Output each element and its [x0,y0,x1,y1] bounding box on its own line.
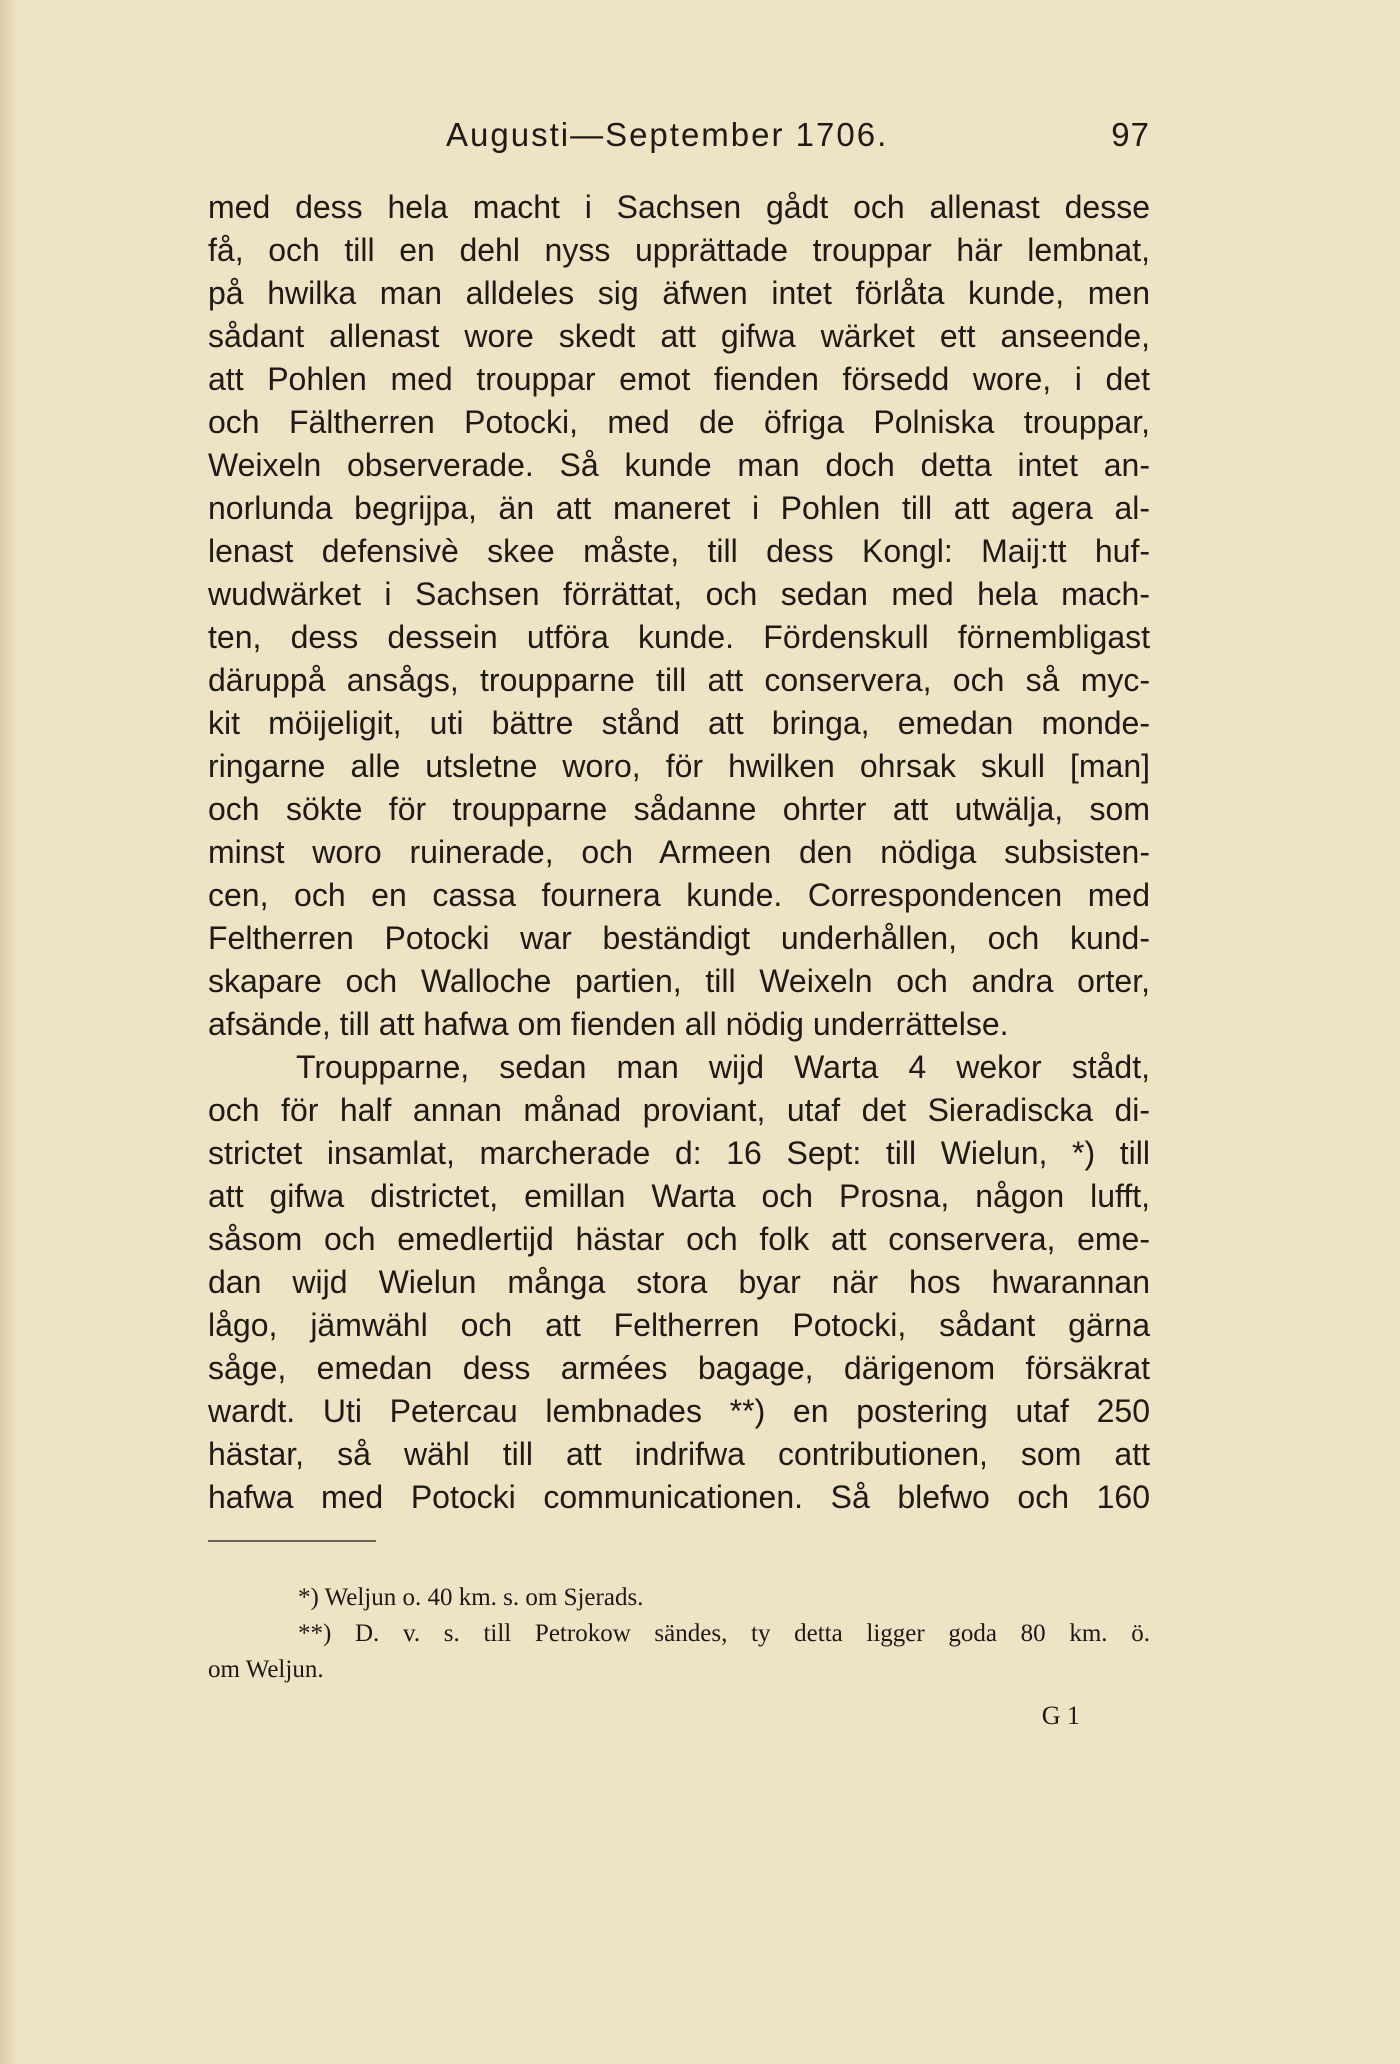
page-edge-shadow [0,0,16,2064]
footnote-2: **) D. v. s. till Petrokow sändes, ty detta ligger goda 80 km. ö. [298,1620,1150,1647]
text-line: att gifwa districtet, emillan Warta och Prosna, någon lufft, [208,1178,1150,1214]
text-line: däruppå ansågs, troupparne till att conservera, och så myc- [208,662,1150,698]
text-line: lenast defensivè skee måste, till dess Kongl: Maij:tt huf- [208,533,1150,569]
text-line: få, och till en dehl nyss upprättade trouppar här lembnat, [208,232,1150,268]
text-line: cen, och en cassa fournera kunde. Correspondencen med [208,877,1150,913]
text-line: wudwärket i Sachsen förrättat, och sedan med hela mach- [208,576,1150,612]
signature-mark: G 1 [1041,1701,1080,1730]
text-line: hafwa med Potocki communicationen. Så blefwo och 160 [208,1479,1150,1515]
text-line: Feltherren Potocki war beständigt underhållen, och kund- [208,920,1150,956]
text-line: på hwilka man alldeles sig äfwen intet förlåta kunde, men [208,275,1150,311]
text-line: kit möijeligit, uti bättre stånd att bringa, emedan monde- [208,705,1150,741]
text-line: sådant allenast wore skedt att gifwa wärket ett anseende, [208,318,1150,354]
footnotes [208,1580,1150,1734]
text-line: dan wijd Wielun många stora byar när hos hwarannan [208,1264,1150,1300]
running-title: Augusti—September 1706. [446,116,889,153]
footnote-2-continuation: om Weljun. [208,1656,324,1683]
text-line: strictet insamlat, marcherade d: 16 Sept: till Wielun, *) till [208,1135,1150,1171]
text-line: att Pohlen med trouppar emot fienden försedd wore, i det [208,361,1150,397]
text-line: och för half annan månad proviant, utaf det Sieradiscka di- [208,1092,1150,1128]
page-header [208,112,1150,162]
text-line: minst woro ruinerade, och Armeen den nödiga subsisten- [208,834,1150,870]
body-text [208,186,1150,1519]
text-line: med dess hela macht i Sachsen gådt och allenast desse [208,189,1150,225]
text-line: wardt. Uti Petercau lembnades **) en postering utaf 250 [208,1393,1150,1429]
text-line: och Fältherren Potocki, med de öfriga Polniska trouppar, [208,404,1150,440]
text-line: Weixeln observerade. Så kunde man doch detta intet an- [208,447,1150,483]
text-line: och sökte för troupparne sådanne ohrter att utwälja, som [208,791,1150,827]
text-line: ten, dess dessein utföra kunde. Fördenskull förnembligast [208,619,1150,655]
text-line: hästar, så wähl till att indrifwa contributionen, som att [208,1436,1150,1472]
text-line: såsom och emedlertijd hästar och folk att conservera, eme- [208,1221,1150,1257]
paragraph-start-line: Troupparne, sedan man wijd Warta 4 wekor stådt, [296,1049,1150,1085]
page-number: 97 [1111,116,1150,153]
text-line: norlunda begrijpa, än att maneret i Pohlen till att agera al- [208,490,1150,526]
text-line: ringarne alle utsletne woro, för hwilken ohrsak skull [man] [208,748,1150,784]
text-line: skapare och Walloche partien, till Weixeln och andra orter, [208,963,1150,999]
footnote-divider [208,1540,376,1542]
text-line: afsände, till att hafwa om fienden all nödig underrättelse. [208,1006,1009,1042]
text-line: såge, emedan dess armées bagage, därigenom försäkrat [208,1350,1150,1386]
text-line: lågo, jämwähl och att Feltherren Potocki, sådant gärna [208,1307,1150,1343]
footnote-1: *) Weljun o. 40 km. s. om Sjerads. [298,1584,644,1611]
